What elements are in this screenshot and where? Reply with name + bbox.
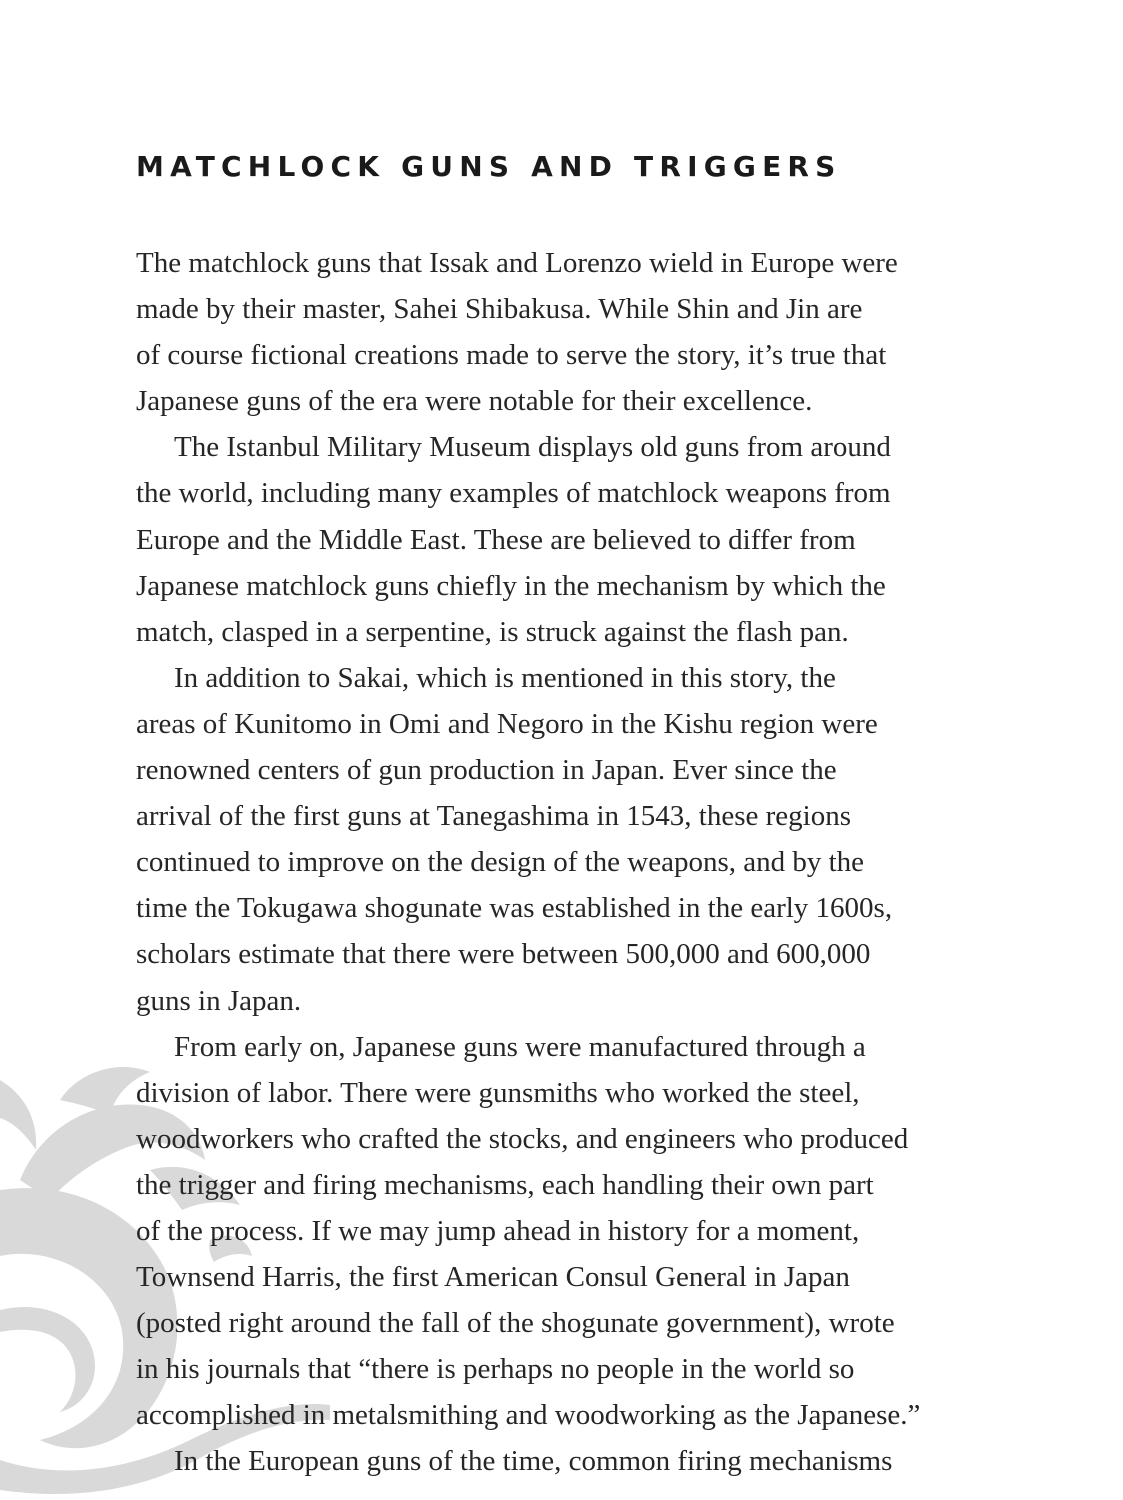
text-line: scholars estimate that there were between 500,000 and 600,000 bbox=[136, 938, 871, 971]
text-line: In the European guns of the time, common firing mechanisms bbox=[174, 1445, 893, 1478]
text-line: continued to improve on the design of the weapons, and by the bbox=[136, 846, 865, 879]
text-line: division of labor. There were gunsmiths who worked the steel, bbox=[136, 1076, 860, 1109]
text-line: the world, including many examples of matchlock weapons from bbox=[136, 477, 891, 510]
text-line: of the process. If we may jump ahead in history for a moment, bbox=[136, 1214, 860, 1247]
text-line: areas of Kunitomo in Omi and Negoro in the Kishu region were bbox=[136, 707, 878, 740]
text-line: accomplished in metalsmithing and woodworking as the Japanese.” bbox=[136, 1399, 921, 1432]
text-line: Japanese matchlock guns chiefly in the mechanism by which the bbox=[136, 569, 886, 602]
text-line: Townsend Harris, the first American Consul General in Japan bbox=[136, 1261, 850, 1294]
text-line: Europe and the Middle East. These are believed to differ from bbox=[136, 523, 856, 556]
text-line: (posted right around the fall of the shogunate government), wrote bbox=[136, 1307, 895, 1340]
section-heading: MATCHLOCK GUNS AND TRIGGERS bbox=[136, 150, 842, 183]
text-line: time the Tokugawa shogunate was established in the early 1600s, bbox=[136, 892, 893, 925]
text-line: From early on, Japanese guns were manufactured through a bbox=[174, 1030, 866, 1063]
text-line: In addition to Sakai, which is mentioned in this story, the bbox=[174, 661, 836, 694]
text-line: The Istanbul Military Museum displays old guns from around bbox=[174, 431, 891, 464]
text-line: renowned centers of gun production in Japan. Ever since the bbox=[136, 754, 837, 787]
text-line: arrival of the first guns at Tanegashima in 1543, these regions bbox=[136, 800, 852, 833]
text-line: woodworkers who crafted the stocks, and engineers who produced bbox=[136, 1122, 909, 1155]
text-line: The matchlock guns that Issak and Lorenzo wield in Europe were bbox=[136, 247, 898, 279]
text-line: made by their master, Sahei Shibakusa. While Shin and Jin are bbox=[136, 293, 863, 326]
body-text bbox=[136, 240, 996, 1485]
text-line: the trigger and firing mechanisms, each handling their own part bbox=[136, 1168, 874, 1201]
text-line: match, clasped in a serpentine, is struck against the flash pan. bbox=[136, 615, 849, 648]
text-line: Japanese guns of the era were notable for their excellence. bbox=[136, 385, 813, 418]
text-line: guns in Japan. bbox=[136, 984, 302, 1017]
text-line: in his journals that “there is perhaps no people in the world so bbox=[136, 1353, 855, 1386]
text-line: of course fictional creations made to serve the story, it’s true that bbox=[136, 339, 887, 372]
